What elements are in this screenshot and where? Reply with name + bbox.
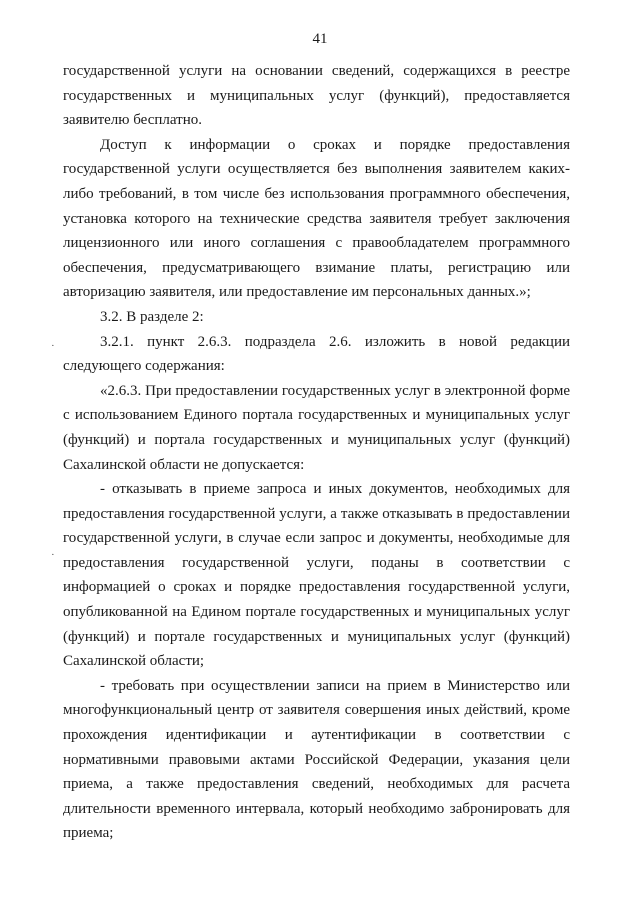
paragraph-section-2-heading: 3.2. В разделе 2: bbox=[100, 308, 204, 325]
paragraph-access-info: Доступ к информации о сроках и порядке предоставления государственной услуги осуществляется без выполнения заявителем каких-либо требований, в том числе без использования программного обеспечения, установка которого на технические средства заявителя требует заключения лицензионного или иного соглашения с правообладателем программного обеспечения, предусматривающего взимание платы, регистрацию или авторизацию заявителя, или предоставление им персональных данных.»; bbox=[63, 136, 570, 301]
paragraph-continuation: государственной услуги на основании сведений, содержащихся в реестре государственных и муниципальных услуг (функций), предоставляется заявителю бесплатно. bbox=[63, 63, 570, 129]
paragraph-item-2-6-3: «2.6.3. При предоставлении государственных услуг в электронной форме с использованием Единого портала государственных и муниципальных услуг (функций) и портала государственных и муниципальных услуг (функций) Сахалинской области не допускается: bbox=[63, 382, 570, 473]
paragraph-item-3-2-1: 3.2.1. пункт 2.6.3. подраздела 2.6. изложить в новой редакции следующего содержания: bbox=[63, 333, 570, 375]
scan-mark: · bbox=[51, 549, 55, 561]
page-number: 41 bbox=[312, 31, 328, 47]
paragraph-list-refuse: - отказывать в приеме запроса и иных документов, необходимых для предоставления государственной услуги, а также отказывать в предоставлении государственной услуги, в случае если запрос и документы, необходимые для предоставления государственной услуги, поданы в соответствии с информацией о сроках и порядке предоставления государственной услуги, опубликованной на Едином портале государственных и муниципальных услуг (функций) и портале государственных и муниципальных услуг (функций) Сахалинской области; bbox=[63, 481, 570, 670]
document-body bbox=[63, 59, 570, 846]
paragraph-list-require: - требовать при осуществлении записи на прием в Министерство или многофункциональный центр от заявителя совершения иных действий, кроме прохождения идентификации и аутентификации в соответствии с нормативными правовыми актами Российской Федерации, указания цели приема, а также предоставления сведений, необходимых для расчета длительности временного интервала, который необходимо забронировать для приема; bbox=[63, 677, 570, 842]
scan-mark: · bbox=[51, 340, 55, 352]
